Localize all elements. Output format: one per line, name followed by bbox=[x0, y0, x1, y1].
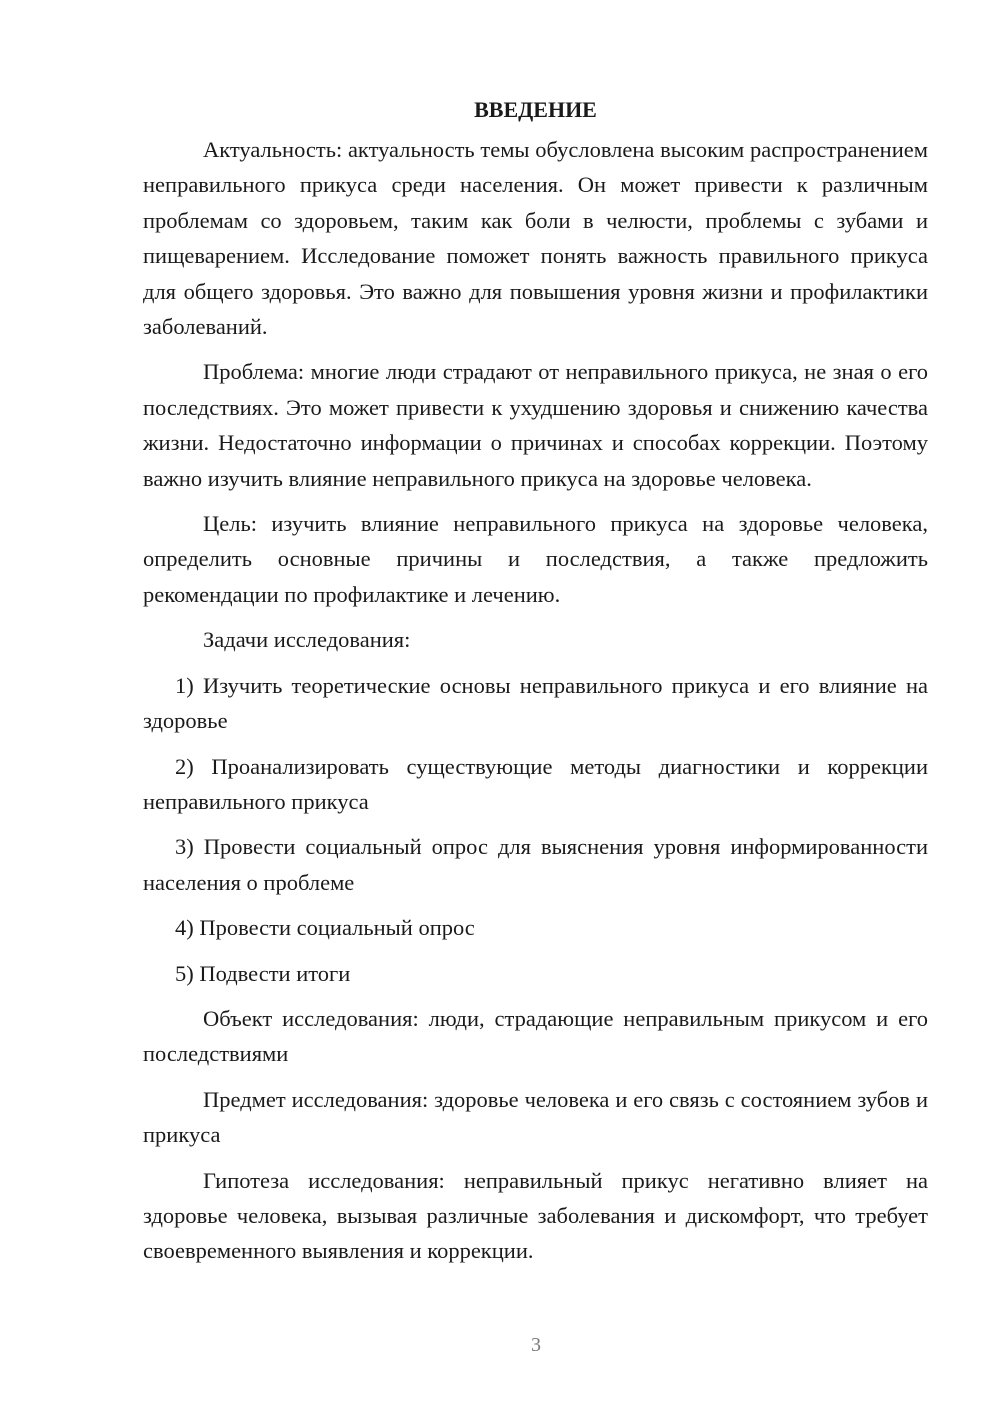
tasks-heading: Задачи исследования: bbox=[203, 627, 411, 653]
paragraph-subject: Предмет исследования: здоровье человека и его связь с состоянием зубов и прикуса bbox=[143, 1086, 928, 1148]
section-title: ВВЕДЕНИЕ bbox=[474, 97, 597, 122]
task-item-4: 4) Провести социальный опрос bbox=[175, 915, 475, 941]
paragraph-goal: Цель: изучить влияние неправильного прикуса на здоровье человека, определить основные причины и последствия, а также предложить рекомендации по профилактике и лечению. bbox=[143, 511, 928, 607]
task-item-5: 5) Подвести итоги bbox=[175, 960, 351, 986]
page-number: 3 bbox=[531, 1334, 541, 1356]
paragraph-relevance: Актуальность: актуальность темы обусловлена высоким распространением неправильного прикуса среди населения. Он может привести к различным проблемам со здоровьем, таким как боли в челюсти, проблемы с зубами и пищеварением. Исследование поможет понять важность правильного прикуса для общего здоровья. Это важно для повышения уровня жизни и профилактики заболеваний. bbox=[143, 137, 928, 340]
paragraph-hypothesis: Гипотеза исследования: неправильный прикус негативно влияет на здоровье человека, вызывая различные заболевания и дискомфорт, что требует своевременного выявления и коррекции. bbox=[143, 1167, 928, 1264]
task-item-1: 1) Изучить теоретические основы неправильного прикуса и его влияние на здоровье bbox=[143, 672, 928, 734]
task-item-2: 2) Проанализировать существующие методы диагностики и коррекции неправильного прикуса bbox=[143, 753, 928, 814]
document-page bbox=[143, 92, 928, 1279]
paragraph-object: Объект исследования: люди, страдающие неправильным прикусом и его последствиями bbox=[143, 1005, 928, 1067]
paragraph-problem: Проблема: многие люди страдают от неправильного прикуса, не зная о его последствиях. Это может привести к ухудшению здоровья и снижению качества жизни. Недостаточно информации о причинах и способах коррекции. Поэтому важно изучить влияние неправильного прикуса на здоровье человека. bbox=[143, 359, 928, 491]
task-item-3: 3) Провести социальный опрос для выяснения уровня информированности населения о проблеме bbox=[143, 834, 928, 895]
